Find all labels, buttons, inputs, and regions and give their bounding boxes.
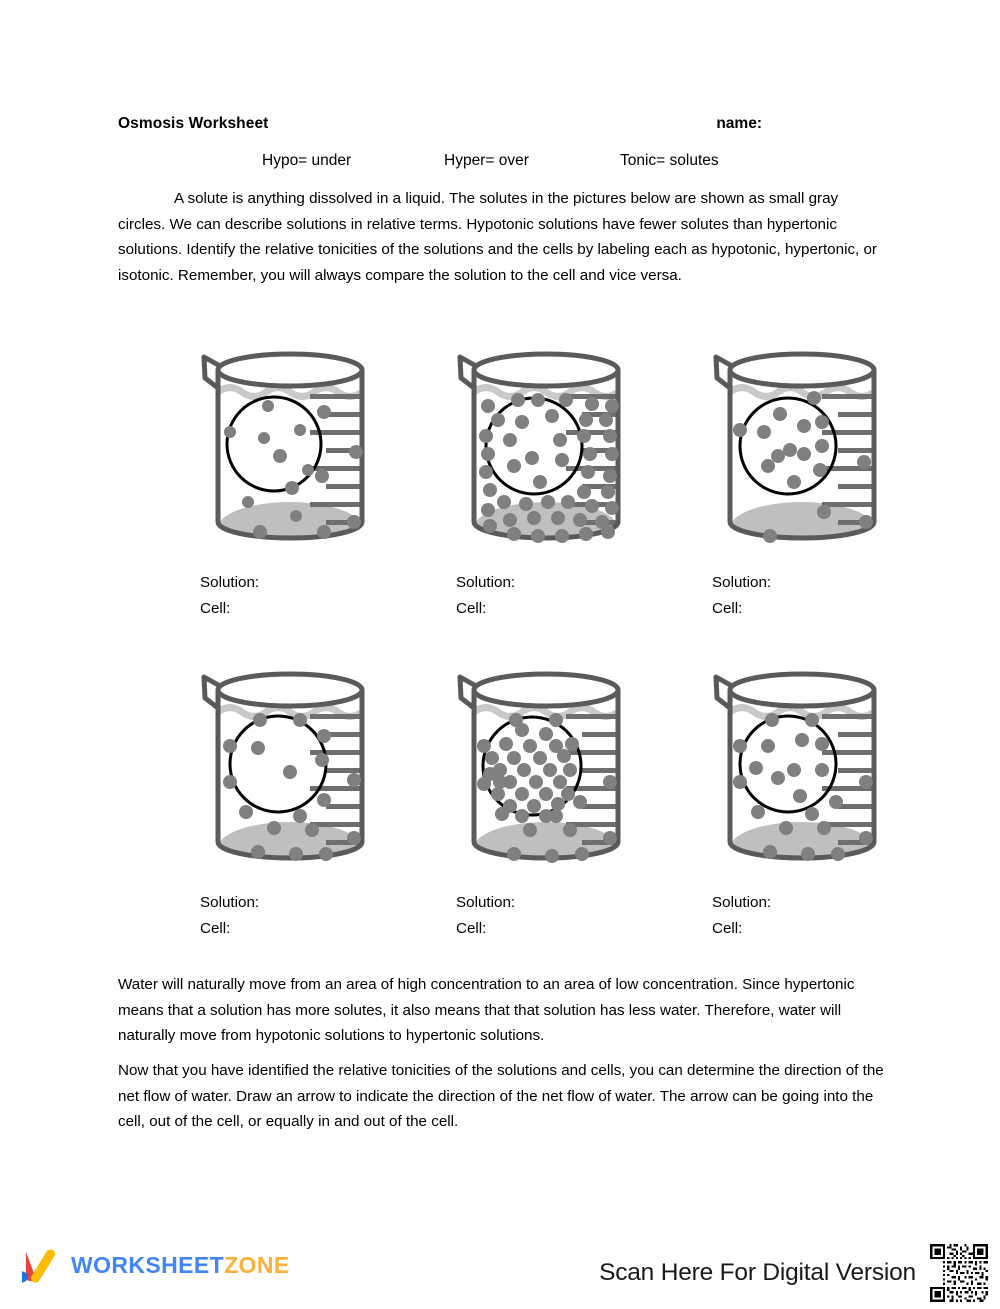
logo-mark-icon — [22, 1246, 62, 1284]
sediment-icon — [730, 822, 874, 874]
solution-label-2[interactable]: Solution: — [456, 574, 516, 591]
answer-lines-6 — [712, 890, 922, 941]
name-field-label: name: — [716, 115, 762, 132]
sediment-icon — [218, 502, 362, 554]
beaker-cell-5 — [410, 646, 666, 941]
cell-label-1[interactable]: Cell: — [200, 599, 231, 617]
cell-label-6[interactable]: Cell: — [712, 919, 743, 937]
answer-lines-3 — [712, 570, 922, 621]
qr-code-icon[interactable] — [928, 1242, 990, 1304]
solution-label-1[interactable]: Solution: — [200, 574, 260, 591]
beaker-cell-4 — [154, 646, 410, 941]
answer-lines-4 — [200, 890, 410, 941]
answer-lines-1 — [200, 570, 410, 621]
cell-membrane-icon — [230, 716, 326, 812]
beaker-row-2 — [118, 646, 886, 966]
answer-lines-5 — [456, 890, 666, 941]
cell-membrane-icon — [227, 397, 321, 491]
sediment-icon — [730, 502, 874, 554]
beaker-cell-3 — [666, 326, 922, 621]
solution-label-3[interactable]: Solution: — [712, 574, 772, 591]
beaker-diagram-1 — [196, 326, 386, 554]
beaker-row-1 — [118, 326, 886, 646]
answer-lines-2 — [456, 570, 666, 621]
logo-wordmark — [71, 1252, 290, 1279]
paragraph-water-movement: Water will naturally move from an area of high concentration to an area of low concentration. Since hypertonic means that a solution has more solutes, it also means that that solution has less water. Therefore, water will naturally move from hypotonic solutions to hypertonic solutions. — [118, 976, 855, 1044]
cell-label-3[interactable]: Cell: — [712, 599, 743, 617]
intro-paragraph: A solute is anything dissolved in a liquid. The solutes in the pictures below are shown as small gray circles. We can describe solutions in relative terms. Hypotonic solutions have fewer solutes than hypertonic solutions. Identify the relative tonicities of the solutions and the cells by labeling each as hypotonic, hypertonic, or isotonic. Remember, you will always compare the solution to the cell and vice versa. — [118, 190, 877, 284]
sediment-icon — [218, 822, 362, 874]
logo-text-zone: ZONE — [224, 1251, 290, 1278]
beaker-diagram-2 — [452, 326, 642, 554]
worksheetzone-logo[interactable] — [22, 1246, 290, 1284]
beaker-cell-2 — [410, 326, 666, 621]
cell-label-4[interactable]: Cell: — [200, 919, 231, 937]
scan-here-text: Scan Here For Digital Version — [599, 1259, 916, 1286]
beaker-diagram-5 — [452, 646, 642, 874]
cell-label-2[interactable]: Cell: — [456, 599, 487, 617]
beaker-cell-1 — [154, 326, 410, 621]
page-title: Osmosis Worksheet — [118, 115, 269, 132]
logo-text-worksheet: WORKSHEET — [71, 1251, 225, 1278]
paragraph-net-flow: Now that you have identified the relative tonicities of the solutions and cells, you can determine the direction of the net flow of water. Draw an arrow to indicate the direction of the net flow of water. The arrow can be going into the cell, out of the cell, or equally in and out of the cell. — [118, 1062, 884, 1130]
beaker-diagram-4 — [196, 646, 386, 874]
solution-label-6[interactable]: Solution: — [712, 894, 772, 911]
solution-label-4[interactable]: Solution: — [200, 894, 260, 911]
definition-hyper: Hyper= over — [444, 152, 529, 169]
beaker-cell-6 — [666, 646, 922, 941]
solution-label-5[interactable]: Solution: — [456, 894, 516, 911]
cell-label-5[interactable]: Cell: — [456, 919, 487, 937]
sediment-icon — [474, 822, 618, 874]
worksheet-header — [118, 115, 882, 133]
scan-section — [599, 1242, 990, 1304]
beaker-diagram-3 — [708, 326, 898, 554]
definition-tonic: Tonic= solutes — [620, 152, 719, 169]
definition-hypo: Hypo= under — [262, 152, 352, 169]
beaker-diagram-6 — [708, 646, 898, 874]
beaker-grid — [118, 326, 886, 966]
page-footer — [0, 1236, 1000, 1294]
